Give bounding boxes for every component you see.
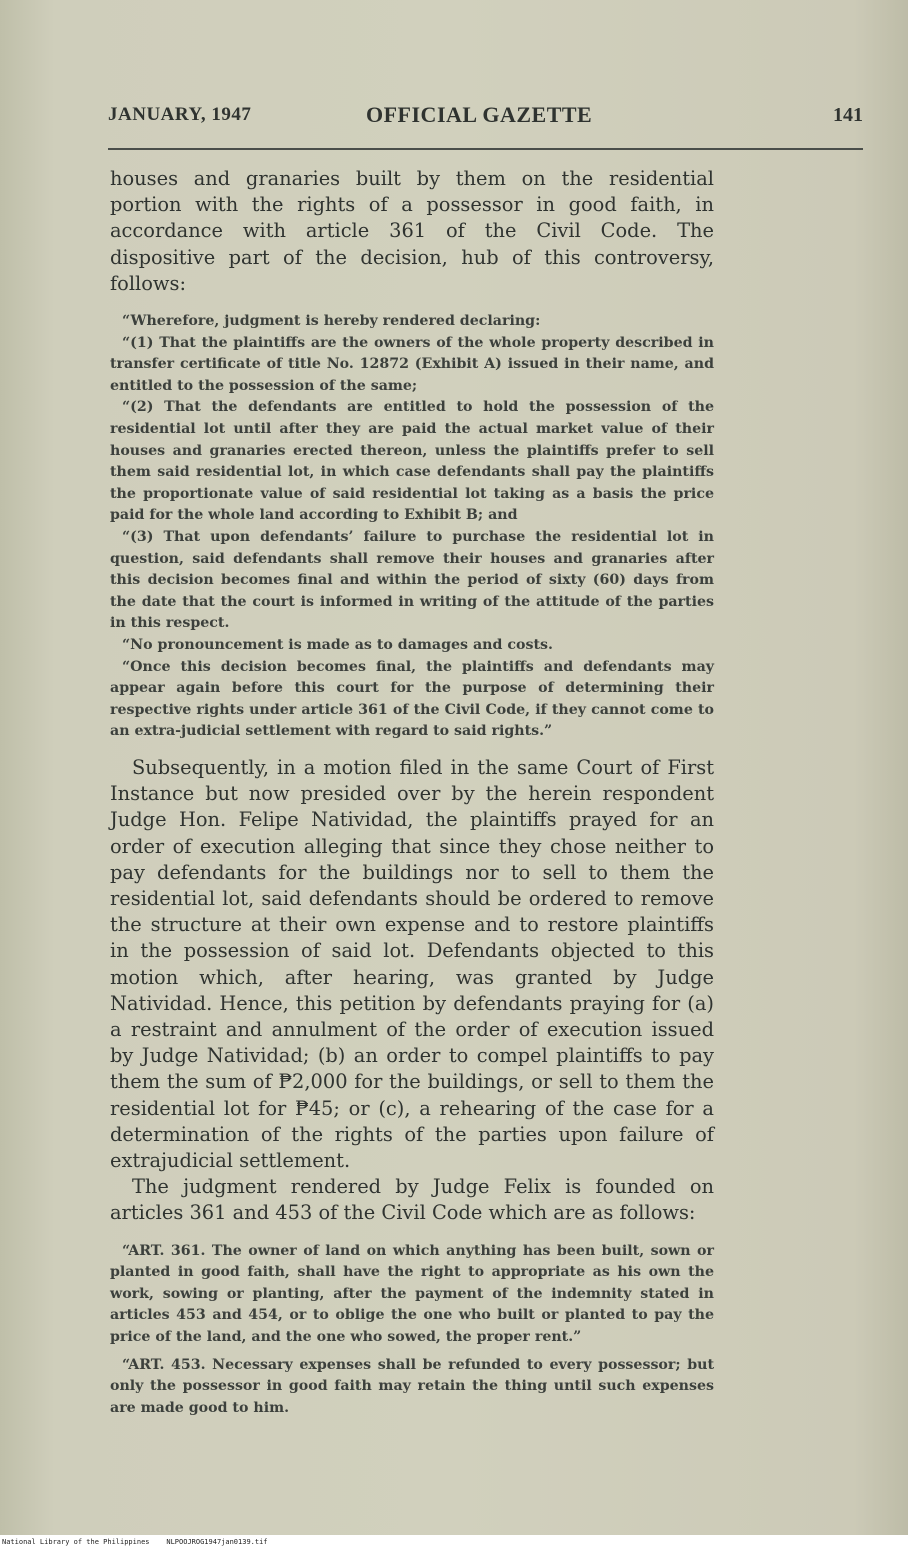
quote-item-1: “(1) That the plaintiffs are the owners of the whole property described in transfer certificate of title No. 12872 (Exhibit A) issued in their name, and entitled to the possession of the same;	[110, 334, 714, 394]
quote-no-pronouncement: “No pronouncement is made as to damages and costs.	[122, 636, 553, 653]
footer-file: NLPOOJROG1947jan0139.tif	[166, 1538, 268, 1546]
quote-item-2: “(2) That the defendants are entitled to hold the possession of the residential lot until after they are paid the actual market value of their houses and granaries erected thereon, unless the plaintiffs prefer to sell them said residential lot, in which case defendants shall pay the plaintiffs the proportionate value of said residential lot taking as a basis the price paid for the whole land according to Exhibit B; and	[110, 399, 714, 524]
quote-once-final: “Once this decision becomes final, the plaintiffs and defendants may appear again before this court for the purpose of determining their respective rights under article 361 of the Civil Code, if they cannot come to an extra-judicial settlement with regard to said rights.”	[110, 658, 714, 740]
page-number: 141	[833, 104, 863, 126]
header-rule	[108, 148, 863, 150]
quote-wherefore: “Wherefore, judgment is hereby rendered declaring:	[122, 313, 541, 330]
page-header	[108, 104, 863, 140]
header-title: OFFICIAL GAZETTE	[366, 102, 593, 127]
quote-art-361: “ART. 361. The owner of land on which anything has been built, sown or planted in good faith, shall have the right to appropriate as his own the work, sowing or planting, after the payment of the indemnity stated in articles 453 and 454, or to oblige the one who built or planted to pay the price of the land, and the one who sowed, the proper rent.”	[110, 1242, 714, 1345]
scan-footer	[2, 1538, 268, 1546]
quoted-articles	[110, 1241, 714, 1420]
quote-art-453: “ART. 453. Necessary expenses shall be refunded to every possessor; but only the possessor in good faith may retain the thing until such expenses are made good to him.	[110, 1356, 714, 1416]
paragraph-3: The judgment rendered by Judge Felix is founded on articles 361 and 453 of the Civil Code which are as follows:	[110, 1175, 714, 1225]
paragraph-2: Subsequently, in a motion filed in the same Court of First Instance but now presided over by the herein respondent Judge Hon. Felipe Natividad, the plaintiffs prayed for an order of execution alleging that since they chose neither to pay defendants for the buildings nor to sell to them the residential lot, said defendants should be ordered to remove the structure at their own expense and to restore plaintiffs in the possession of said lot. Defendants objected to this motion which, after hearing, was granted by Judge Natividad. Hence, this petition by defendants praying for (a) a restraint and annulment of the order of execution issued by Judge Natividad; (b) an order to compel plaintiffs to pay them the sum of ₱2,000 for the buildings, or sell to them the residential lot for ₱45; or (c), a rehearing of the case for a determination of the rights of the parties upon failure of extrajudicial settlement.	[110, 755, 714, 1172]
quote-item-3: “(3) That upon defendants’ failure to purchase the residential lot in question, said defendants shall remove their houses and granaries after this decision becomes final and within the period of sixty (60) days from the date that the court is informed in writing of the attitude of the parties in this respect.	[110, 528, 714, 632]
article-body	[110, 166, 714, 1419]
quoted-decision	[110, 311, 714, 743]
paragraph-1: houses and granaries built by them on the residential portion with the rights of a possessor in good faith, in accordance with article 361 of the Civil Code. The dispositive part of the decision, hub of this controversy, follows:	[110, 167, 714, 295]
footer-library: National Library of the Philippines	[2, 1538, 150, 1546]
header-date: JANUARY, 1947	[108, 104, 252, 125]
